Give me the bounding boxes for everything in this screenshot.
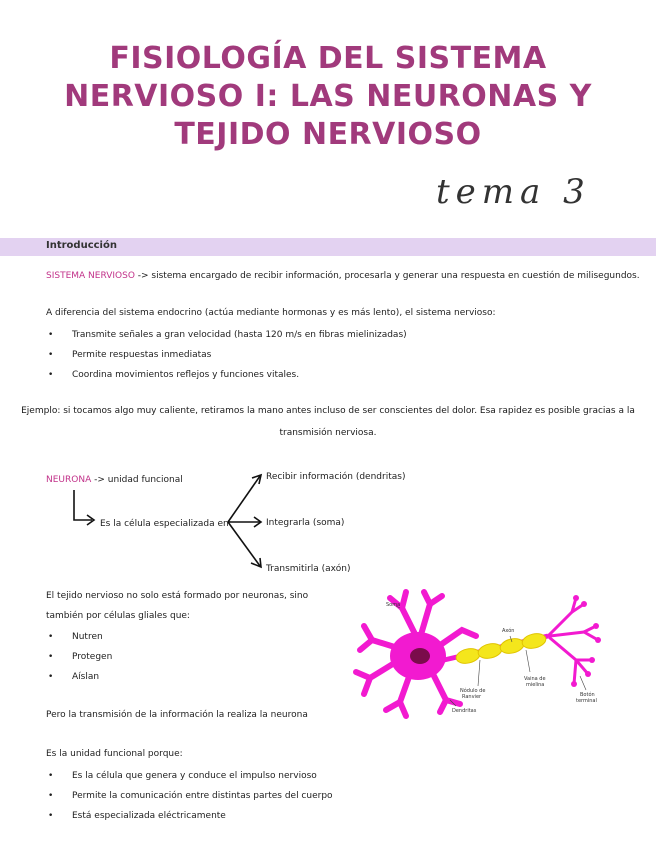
list-item: Está especializada eléctricamente xyxy=(72,811,226,821)
bullet-dot: • xyxy=(48,672,54,682)
label-nodo-2: Ranvier xyxy=(462,694,482,700)
list-item: Aíslan xyxy=(72,672,100,682)
neuron-illustration xyxy=(356,592,601,716)
list-item: Es la célula que genera y conduce el impulso nervioso xyxy=(72,771,317,781)
bullet-dot: • xyxy=(48,632,54,642)
section-heading: Introducción xyxy=(46,240,117,251)
branch-arrow-down xyxy=(228,522,260,566)
list-item: Nutren xyxy=(72,632,103,642)
label-boton-1: Botón xyxy=(580,692,595,698)
sistema-term: SISTEMA NERVIOSO xyxy=(46,271,135,281)
function-transmit: Transmitirla (axón) xyxy=(266,564,351,574)
glial-line: El tejido nervioso no solo está formado por neuronas, sino xyxy=(46,591,309,601)
label-axon: Axón xyxy=(502,628,515,634)
glial-line: también por células gliales que: xyxy=(46,611,190,621)
bullet-dot: • xyxy=(48,811,54,821)
bullet-dot: • xyxy=(48,350,54,360)
label-boton-2: terminal xyxy=(576,698,597,704)
list-item: Permite respuestas inmediatas xyxy=(72,350,212,360)
comparison-intro: A diferencia del sistema endocrino (actúa mediante hormonas y es más lento), el sistema nervioso: xyxy=(46,308,496,318)
topic-number: tema 3 xyxy=(436,172,591,212)
bullet-dot: • xyxy=(48,370,54,380)
neurona-term: NEURONA xyxy=(46,475,92,485)
branch-arrow-up xyxy=(228,476,260,522)
title-line: NERVIOSO I: LAS NEURONAS Y xyxy=(64,79,592,114)
bullet-dot: • xyxy=(48,771,54,781)
title-line: FISIOLOGÍA DEL SISTEMA xyxy=(109,41,547,76)
bullet-dot: • xyxy=(48,791,54,801)
example-line: Ejemplo: si tocamos algo muy caliente, retiramos la mano antes incluso de ser conscientes del dolor. Esa rapidez es posible gracias a la xyxy=(21,406,635,416)
unit-intro: Es la unidad funcional porque: xyxy=(46,749,183,759)
function-integrate: Integrarla (soma) xyxy=(266,518,345,528)
bullet-dot: • xyxy=(48,652,54,662)
especializada-text: Es la célula especializada en: xyxy=(100,519,232,529)
neurona-def: -> unidad funcional xyxy=(91,475,183,485)
label-nodo-1: Nódulo de xyxy=(460,688,486,694)
transmission-note: Pero la transmisión de la información la realiza la neurona xyxy=(46,710,308,720)
list-item: Coordina movimientos reflejos y funciones vitales. xyxy=(72,370,300,380)
function-receive: Recibir información (dendritas) xyxy=(266,472,406,482)
label-soma: Soma xyxy=(386,602,401,608)
title-line: TEJIDO NERVIOSO xyxy=(174,117,482,152)
label-vaina-1: Vaina de xyxy=(524,676,546,682)
list-item: Transmite señales a gran velocidad (hasta 120 m/s en fibras mielinizadas) xyxy=(72,330,407,340)
list-item: Permite la comunicación entre distintas partes del cuerpo xyxy=(72,791,333,801)
label-dendritas: Dendritas xyxy=(452,708,477,714)
label-vaina-2: mielina xyxy=(526,682,545,688)
list-item: Protegen xyxy=(72,652,113,662)
bullet-dot: • xyxy=(48,330,54,340)
l-arrow xyxy=(74,490,92,520)
example-line: transmisión nerviosa. xyxy=(279,428,377,438)
sistema-def: -> sistema encargado de recibir información, procesarla y generar una respuesta en cuestión de milisegundos. xyxy=(134,271,640,281)
